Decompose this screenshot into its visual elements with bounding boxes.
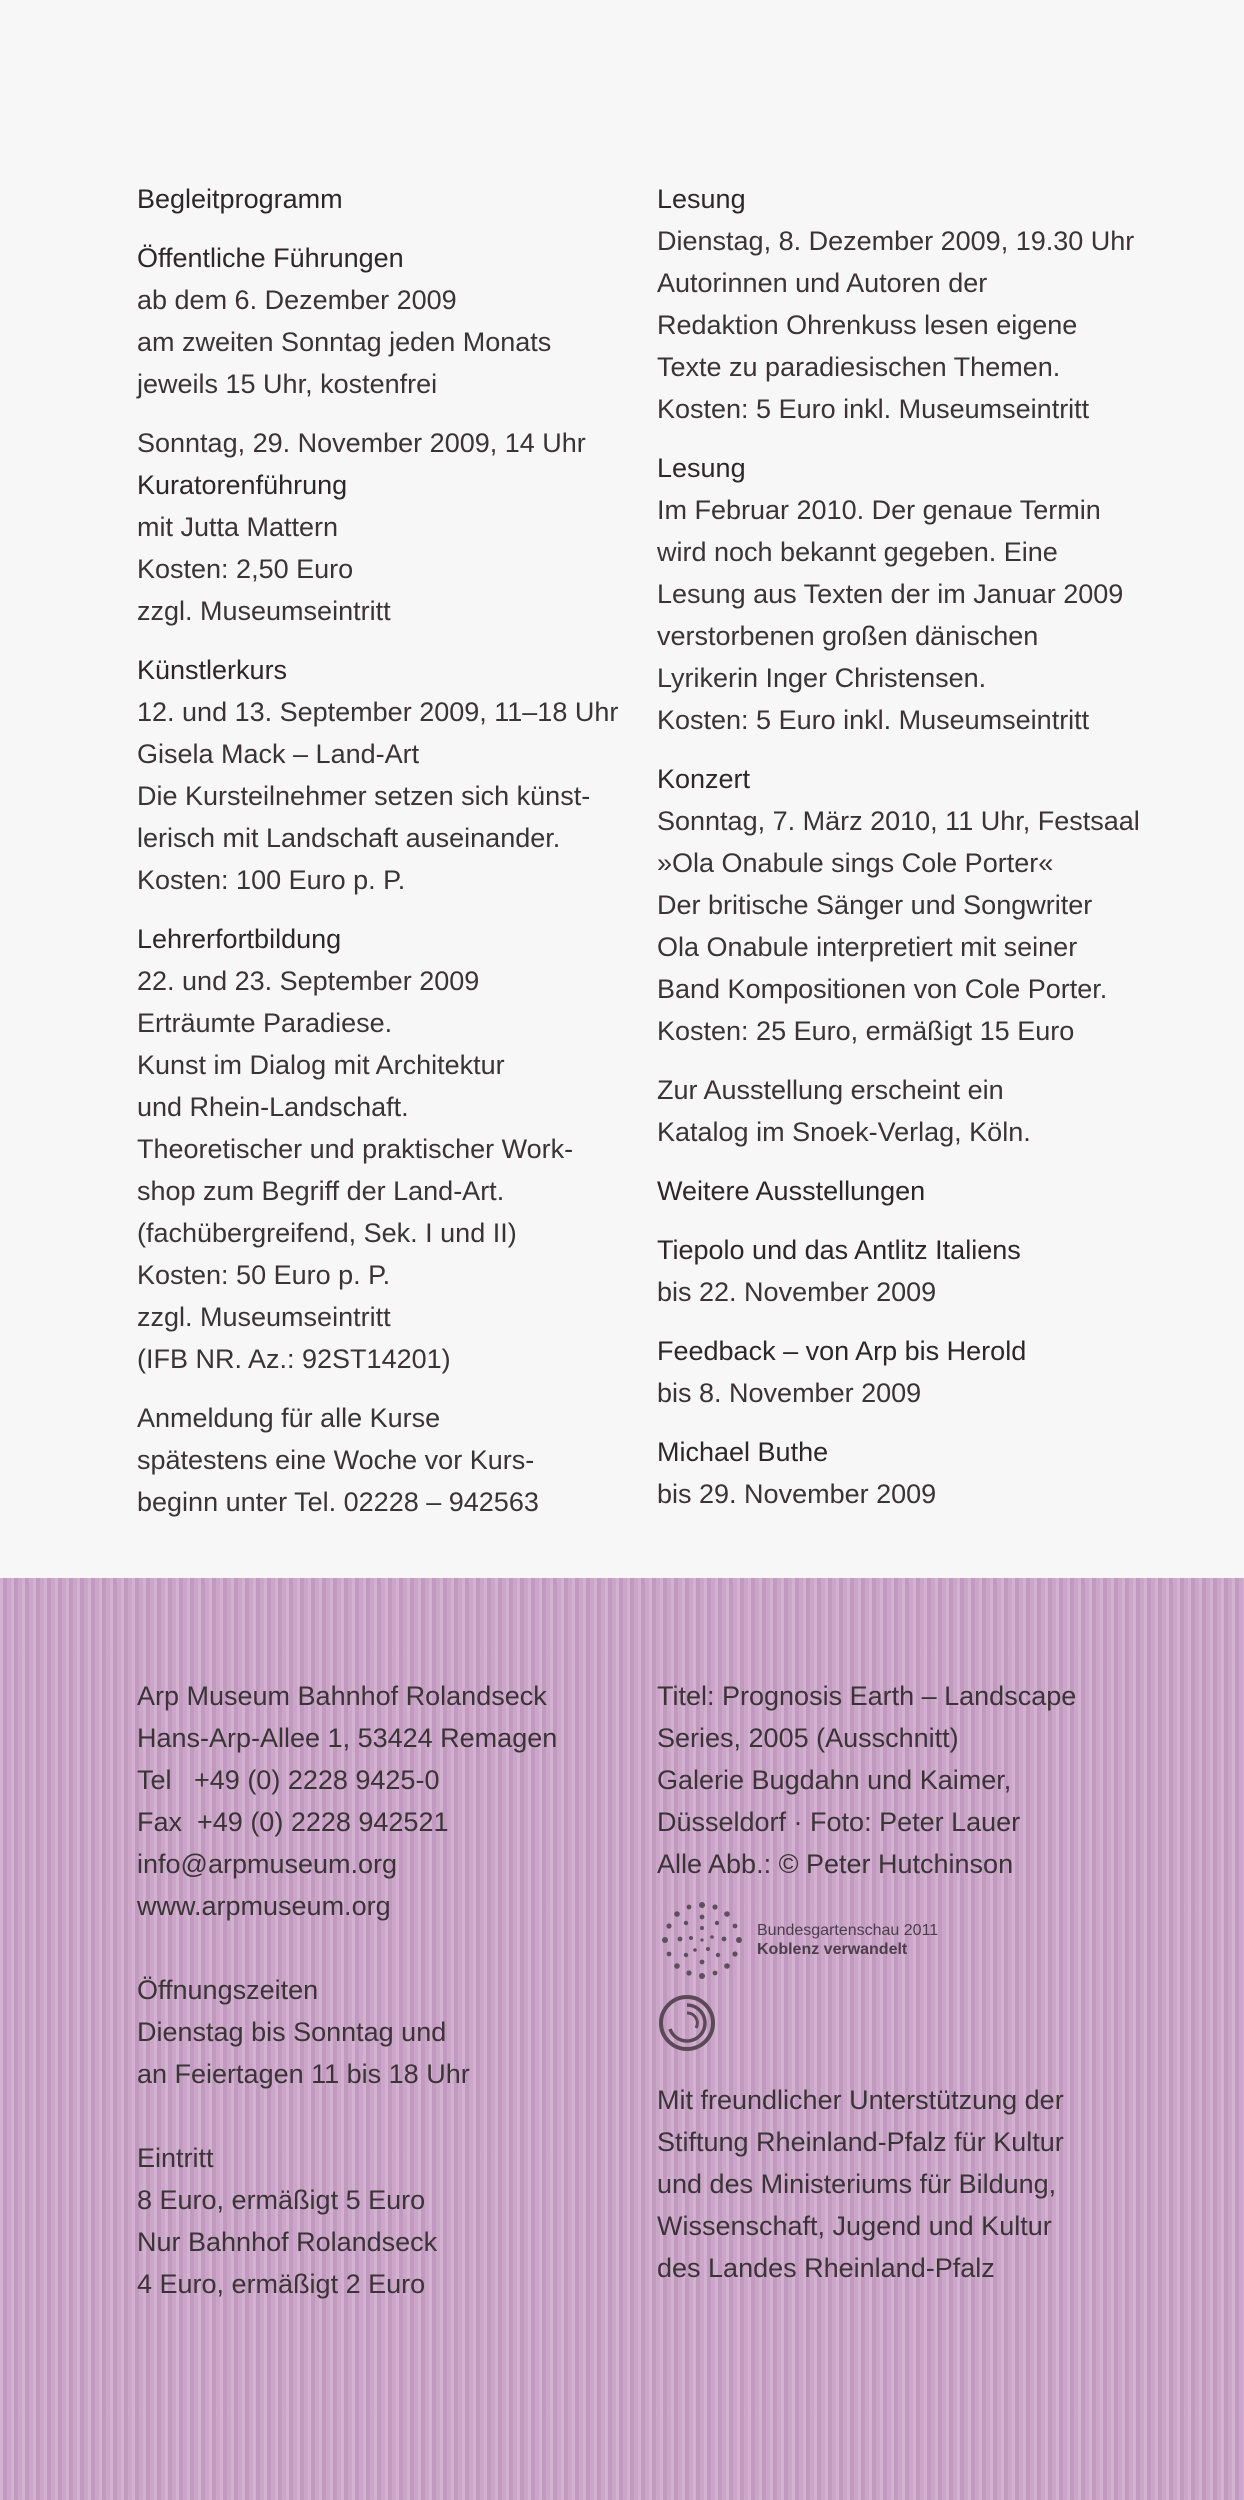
text-line: (IFB NR. Az.: 92ST14201) <box>137 1344 451 1374</box>
credit-line: Galerie Bugdahn und Kaimer, <box>657 1765 1012 1795</box>
kuenstlerkurs-block <box>137 649 637 901</box>
konzert-block <box>657 758 1177 1052</box>
buga-line1: Bundesgartenschau 2011 <box>757 1922 939 1939</box>
text-line: Sonntag, 7. März 2010, 11 Uhr, Festsaal <box>657 806 1140 836</box>
program-heading: Begleitprogramm <box>137 184 343 214</box>
program-heading-block <box>137 178 637 220</box>
museum-street: Hans-Arp-Allee 1, 53424 Remagen <box>137 1723 558 1753</box>
text-line: beginn unter Tel. 02228 – 942563 <box>137 1487 539 1517</box>
text-line: Lesung aus Texten der im Januar 2009 <box>657 579 1124 609</box>
text-line: mit Jutta Mattern <box>137 512 339 542</box>
text-line: shop zum Begriff der Land-Art. <box>137 1176 505 1206</box>
fuehrungen-block <box>137 237 637 405</box>
lesung2-title: Lesung <box>657 453 746 483</box>
text-line: Anmeldung für alle Kurse <box>137 1403 441 1433</box>
exhibition-date: bis 29. November 2009 <box>657 1479 937 1509</box>
support-line: Stiftung Rheinland-Pfalz für Kultur <box>657 2127 1064 2157</box>
exhibition-item <box>657 1431 1177 1515</box>
exhibition-date: bis 8. November 2009 <box>657 1378 922 1408</box>
admission-line: 4 Euro, ermäßigt 2 Euro <box>137 2269 426 2299</box>
kuratoren-title: Kuratorenführung <box>137 470 348 500</box>
hours-title: Öffnungszeiten <box>137 1975 319 2005</box>
text-line: Die Kursteilnehmer setzen sich künst- <box>137 781 591 811</box>
lehrer-title: Lehrerfortbildung <box>137 924 342 954</box>
text-line: Band Kompositionen von Cole Porter. <box>657 974 1108 1004</box>
text-line: Ola Onabule interpretiert mit seiner <box>657 932 1078 962</box>
text-line: Zur Ausstellung erscheint ein <box>657 1075 1004 1105</box>
buga-logo <box>657 1897 1177 1983</box>
kuratoren-date: Sonntag, 29. November 2009, 14 Uhr <box>137 428 586 458</box>
lehrer-block <box>137 918 637 1380</box>
weitere-heading-block <box>657 1170 1177 1212</box>
exhibition-item <box>657 1229 1177 1313</box>
text-line: Theoretischer und praktischer Work- <box>137 1134 574 1164</box>
text-line: (fachübergreifend, Sek. I und II) <box>137 1218 517 1248</box>
ring-logo-icon <box>657 1993 717 2053</box>
text-line: Erträumte Paradiese. <box>137 1008 393 1038</box>
lesung1-title: Lesung <box>657 184 746 214</box>
credit-line: Düsseldorf · Foto: Peter Lauer <box>657 1807 1021 1837</box>
right-column <box>657 178 1177 1532</box>
admission-line: 8 Euro, ermäßigt 5 Euro <box>137 2185 426 2215</box>
credit-line: Titel: Prognosis Earth – Landscape <box>657 1681 1077 1711</box>
museum-phone: Tel +49 (0) 2228 9425-0 <box>137 1765 440 1795</box>
weitere-heading: Weitere Ausstellungen <box>657 1176 926 1206</box>
kuratoren-block <box>137 422 637 632</box>
lesung2-block <box>657 447 1177 741</box>
hours-line: Dienstag bis Sonntag und <box>137 2017 447 2047</box>
text-line: wird noch bekannt gegeben. Eine <box>657 537 1058 567</box>
text-line: und Rhein-Landschaft. <box>137 1092 409 1122</box>
credit-line: Alle Abb.: © Peter Hutchinson <box>657 1849 1014 1879</box>
credit-line: Series, 2005 (Ausschnitt) <box>657 1723 959 1753</box>
anmeldung-block <box>137 1397 637 1523</box>
museum-email: info@arpmuseum.org <box>137 1849 398 1879</box>
text-line: Kosten: 5 Euro inkl. Museumseintritt <box>657 705 1090 735</box>
text-line: Texte zu paradiesischen Themen. <box>657 352 1061 382</box>
spacer <box>137 2095 637 2137</box>
konzert-title: Konzert <box>657 764 751 794</box>
ring-logo <box>657 1993 1177 2065</box>
hours-line: an Feiertagen 11 bis 18 Uhr <box>137 2059 470 2089</box>
admission-title: Eintritt <box>137 2143 214 2173</box>
left-column <box>137 178 637 1540</box>
text-line: spätestens eine Woche vor Kurs- <box>137 1445 535 1475</box>
text-line: Kunst im Dialog mit Architektur <box>137 1050 505 1080</box>
fuehrungen-title: Öffentliche Führungen <box>137 243 404 273</box>
buga-logo-text <box>757 1921 938 1959</box>
text-line: Der britische Sänger und Songwriter <box>657 890 1093 920</box>
museum-fax: Fax +49 (0) 2228 942521 <box>137 1807 449 1837</box>
footer-left <box>137 1675 637 2305</box>
text-line: Katalog im Snoek-Verlag, Köln. <box>657 1117 1031 1147</box>
support-line: des Landes Rheinland-Pfalz <box>657 2253 995 2283</box>
exhibition-title: Michael Buthe <box>657 1437 829 1467</box>
text-line: Kosten: 25 Euro, ermäßigt 15 Euro <box>657 1016 1075 1046</box>
text-line: zzgl. Museumseintritt <box>137 1302 391 1332</box>
exhibition-item <box>657 1330 1177 1414</box>
support-line: Mit freundlicher Unterstützung der <box>657 2085 1064 2115</box>
text-line: verstorbenen großen dänischen <box>657 621 1039 651</box>
kuenstlerkurs-title: Künstlerkurs <box>137 655 288 685</box>
text-line: Autorinnen und Autoren der <box>657 268 988 298</box>
text-line: Kosten: 100 Euro p. P. <box>137 865 406 895</box>
text-line: Kosten: 5 Euro inkl. Museumseintritt <box>657 394 1090 424</box>
text-line: zzgl. Museumseintritt <box>137 596 391 626</box>
text-line: am zweiten Sonntag jeden Monats <box>137 327 552 357</box>
dot-spiral-logo-icon <box>657 1897 747 1983</box>
exhibition-title: Feedback – von Arp bis Herold <box>657 1336 1027 1366</box>
buga-line2: Koblenz verwandelt <box>757 1941 908 1958</box>
text-line: 12. und 13. September 2009, 11–18 Uhr <box>137 697 619 727</box>
text-line: »Ola Onabule sings Cole Porter« <box>657 848 1054 878</box>
lesung1-block <box>657 178 1177 430</box>
text-line: ab dem 6. Dezember 2009 <box>137 285 457 315</box>
text-line: lerisch mit Landschaft auseinander. <box>137 823 561 853</box>
exhibition-title: Tiepolo und das Antlitz Italiens <box>657 1235 1021 1265</box>
museum-website: www.arpmuseum.org <box>137 1891 391 1921</box>
text-line: Gisela Mack – Land-Art <box>137 739 420 769</box>
exhibition-date: bis 22. November 2009 <box>657 1277 937 1307</box>
text-line: jeweils 15 Uhr, kostenfrei <box>137 369 438 399</box>
katalog-block <box>657 1069 1177 1153</box>
text-line: 22. und 23. September 2009 <box>137 966 480 996</box>
text-line: Im Februar 2010. Der genaue Termin <box>657 495 1101 525</box>
support-line: und des Ministeriums für Bildung, <box>657 2169 1057 2199</box>
support-line: Wissenschaft, Jugend und Kultur <box>657 2211 1052 2241</box>
admission-line: Nur Bahnhof Rolandseck <box>137 2227 438 2257</box>
museum-name: Arp Museum Bahnhof Rolandseck <box>137 1681 547 1711</box>
text-line: Redaktion Ohrenkuss lesen eigene <box>657 310 1078 340</box>
spacer <box>137 1927 637 1969</box>
text-line: Kosten: 2,50 Euro <box>137 554 354 584</box>
text-line: Dienstag, 8. Dezember 2009, 19.30 Uhr <box>657 226 1135 256</box>
text-line: Kosten: 50 Euro p. P. <box>137 1260 391 1290</box>
text-line: Lyrikerin Inger Christensen. <box>657 663 987 693</box>
footer-right <box>657 1675 1177 2289</box>
